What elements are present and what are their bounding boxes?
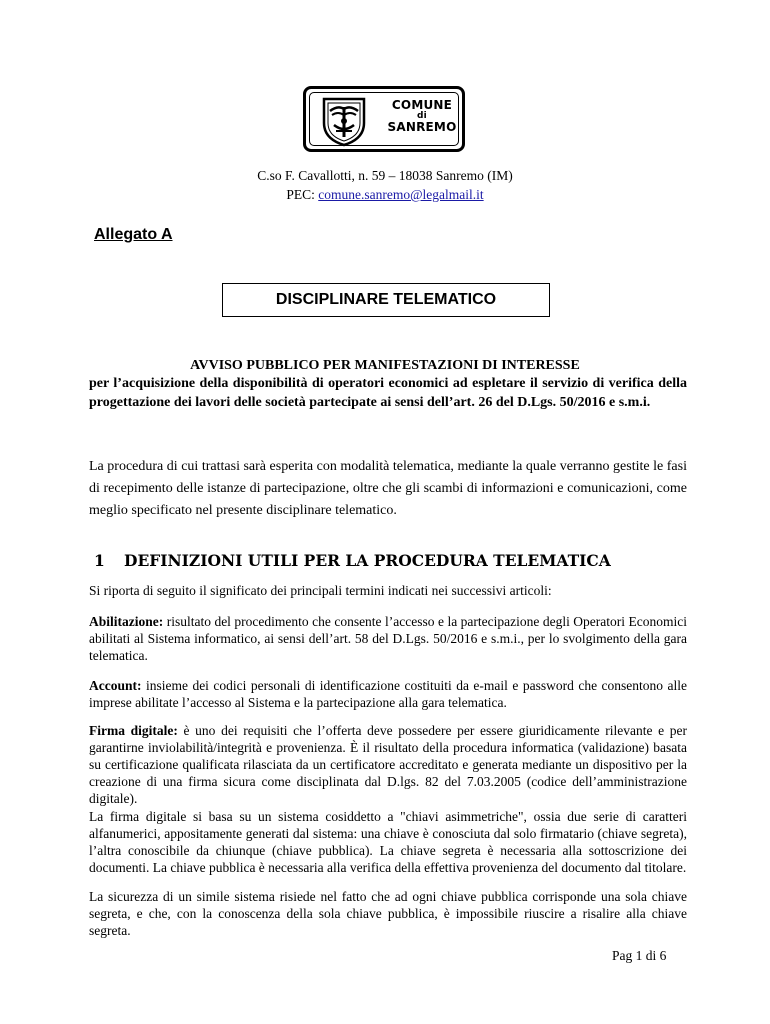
comune-sanremo-logo — [303, 86, 465, 152]
section-1-heading — [94, 551, 611, 570]
avviso-subtitle: per l’acquisizione della disponibilità di operatori economici ad espletare il servizio di verifica della progettazione dei lavori delle società partecipate ai sensi dell’art. 26 del D.Lgs. 50/2016 e s.m.i. — [89, 376, 687, 410]
definition-term: Firma digitale: — [89, 723, 178, 738]
city-crest-icon — [316, 93, 372, 147]
logo-wordmark — [386, 99, 458, 134]
firma-digitale-paragraph-3: La sicurezza di un simile sistema risiede nel fatto che ad ogni chiave pubblica corrisponde una sola chiave segreta, e che, con la conoscenza della sola chiave pubblica, è impossibile riuscire a risalire alla chiave segreta. — [89, 889, 687, 938]
avviso-title: AVVISO PUBBLICO PER MANIFESTAZIONI DI INTERESSE — [190, 358, 580, 373]
intro-paragraph: La procedura di cui trattasi sarà esperita con modalità telematica, mediante la quale verranno gestite le fasi di recepimento delle istanze di partecipazione, oltre che gli scambi di informazioni e comunicazioni, come meglio specificato nel presente disciplinare telematico. — [89, 459, 687, 518]
definition-firma-digitale — [89, 722, 687, 807]
definition-term: Account: — [89, 678, 142, 693]
address-line: C.so F. Cavallotti, n. 59 – 18038 Sanremo (IM) — [257, 168, 513, 183]
definition-term: Abilitazione: — [89, 614, 164, 629]
definition-text: risultato del procedimento che consente l’accesso e la partecipazione degli Operatori Economici abilitati al Sistema informatico, ai sensi dell’art. 58 del D.Lgs. 50/2016 e s.m.i., per lo svolgimento della gara telematica. — [89, 614, 687, 663]
pec-label: PEC: — [286, 187, 319, 202]
definition-account — [89, 677, 687, 711]
allegato-heading: Allegato A — [94, 226, 173, 243]
logo-line-2: di — [417, 111, 427, 121]
section-number: 1 — [94, 551, 105, 570]
pec-email-link[interactable]: comune.sanremo@legalmail.it — [318, 187, 484, 202]
page-number: Pag 1 di 6 — [612, 948, 667, 963]
section-lead: Si riporta di seguito il significato dei principali termini indicati nei successivi articoli: — [89, 583, 552, 598]
definition-text: insieme dei codici personali di identificazione costituiti da e-mail e password che consentono alle imprese abilitate l’accesso al Sistema e la partecipazione alla gara telematica. — [89, 678, 687, 710]
document-title-box: DISCIPLINARE TELEMATICO — [222, 283, 550, 317]
section-title: DEFINIZIONI UTILI PER LA PROCEDURA TELEMATICA — [124, 551, 611, 570]
pec-line — [0, 187, 770, 203]
logo-line-1: COMUNE — [391, 98, 453, 112]
logo-line-3: SANREMO — [387, 120, 457, 134]
definition-text: è uno dei requisiti che l’offerta deve possedere per essere giuridicamente rilevante e per garantirne inviolabilità/integrità e provenienza. È il risultato della procedura informatica (validazione) basata su certificazione qualificata rilasciata da un certificatore accreditato e generata mediante un dispositivo per la creazione di una firma sicura come disciplinata dal D.lgs. 82 del 7.03.2005 (codice dell’amministrazione digitale). — [89, 723, 687, 806]
firma-digitale-paragraph-2: La firma digitale si basa su un sistema cosiddetto a "chiavi asimmetriche", ossia due serie di caratteri alfanumerici, appositamente generati dal sistema: una chiave è conosciuta dal solo firmatario (chiave segreta), l’altra conoscibile da chiunque (chiave pubblica). La chiave segreta è necessaria alla sottoscrizione dei documenti. La chiave pubblica è necessaria alla verifica della effettiva provenienza del documento dal titolare. — [89, 809, 687, 875]
definition-abilitazione — [89, 613, 687, 664]
